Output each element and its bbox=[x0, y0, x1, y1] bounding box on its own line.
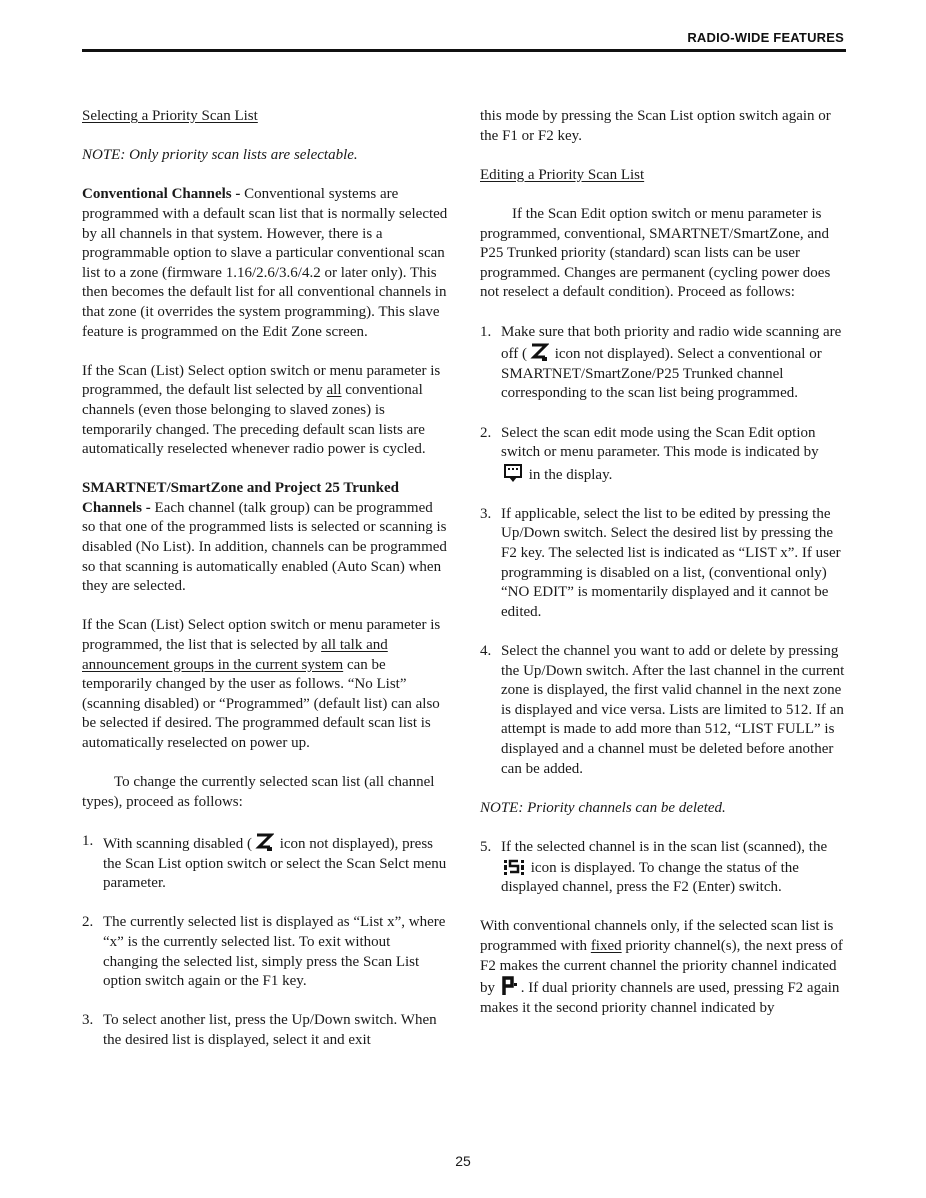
lead-trunked: SMARTNET/SmartZone and Project 25 Trunked Channels - bbox=[82, 480, 399, 516]
note-selectable: NOTE: Only priority scan lists are selectable. bbox=[82, 147, 358, 164]
header-rule bbox=[82, 49, 846, 52]
paragraph-fixed-priority: With conventional channels only, if the selected scan list is programmed with fixed priority channel(s), the next press of F2 makes the current channel the priority channel indicated by . If dual priority channels are used, pressing F2 again makes it the second priority channel indicated by bbox=[480, 918, 843, 1016]
priority-p-icon bbox=[501, 976, 519, 996]
list-item: 4. Select the channel you want to add or delete by pressing the Up/Down switch. After the last channel in the current zone is displayed, the first valid channel in the next zone is displayed and vice versa. Lists are limited to 512. If an attempt is made to add more than 512, “LIST FULL” is displayed and a channel must be deleted before another can be added. bbox=[480, 643, 845, 777]
list-item: 3. To select another list, press the Up/Down switch. When the desired list is displayed, select it and exit bbox=[82, 1012, 437, 1048]
section-heading-selecting: Selecting a Priority Scan List bbox=[82, 108, 258, 124]
text-conventional: Conventional systems are programmed with a default scan list that is normally selected by all channels in that system. However, there is a programmable option to slave a particular conventional scan list to a zone (firmware 1.16/2.6/3.6/4.2 or later only). This then becomes the default list for all conventional channels in that zone (it overrides the system programming). This slave feature is programmed on the Edit Zone screen. bbox=[82, 186, 448, 340]
continued-text: this mode by pressing the Scan List option switch again or the F1 or F2 key. bbox=[480, 108, 831, 144]
page-number: 25 bbox=[455, 1153, 471, 1169]
lead-conventional: Conventional Channels - bbox=[82, 186, 241, 203]
paragraph-trunked bbox=[82, 479, 448, 597]
underline-fixed: fixed bbox=[590, 937, 622, 954]
scan-edit-display-icon bbox=[503, 463, 523, 483]
note-priority-deleted: NOTE: Priority channels can be deleted. bbox=[480, 799, 726, 816]
running-header: RADIO-WIDE FEATURES bbox=[687, 30, 844, 45]
left-column bbox=[82, 107, 448, 1070]
list-item: 1. With scanning disabled ( icon not displayed), press the Scan List option switch or select the Scan Selct menu parameter. bbox=[82, 832, 447, 892]
scan-z-icon bbox=[254, 832, 274, 852]
list-item: 1. Make sure that both priority and radio wide scanning are off ( icon not displayed). Select a conventional or SMARTNET/SmartZone/P25 Trunked channel corresponding to the scan list being programmed. bbox=[480, 323, 842, 402]
scan-z-icon bbox=[529, 342, 549, 362]
list-item: 2. Select the scan edit mode using the Scan Edit option switch or menu parameter. This mode is indicated by in the display. bbox=[480, 424, 819, 483]
scanned-channel-icon bbox=[503, 858, 525, 876]
list-item: 5. If the selected channel is in the scan list (scanned), the icon is displayed. To change the status of the displayed channel, press the F2 (Enter) switch. bbox=[480, 838, 828, 896]
list-item: 3. If applicable, select the list to be edited by pressing the Up/Down switch. Select the desired list by pressing the F2 key. The selected list is indicated as “LIST x”. If user programming is disabled on a list, (conventional only) “NO EDIT” is momentarily displayed and it cannot be edited. bbox=[480, 505, 841, 620]
paragraph-conventional bbox=[82, 185, 448, 342]
paragraph-scan-select-conventional: If the Scan (List) Select option switch or menu parameter is programmed, the default list selected by all conventional channels (even those belonging to slaved zones) is temporarily changed. The preceding default scan lists are automatically reselected whenever radio power is cycled. bbox=[82, 362, 441, 458]
underline-talk-groups: all talk and announcement groups in the current system bbox=[82, 637, 388, 673]
underline-all: all bbox=[326, 382, 342, 399]
paragraph-change-list: To change the currently selected scan list (all channel types), proceed as follows: bbox=[82, 774, 435, 810]
section-heading-editing: Editing a Priority Scan List bbox=[480, 166, 645, 183]
right-column bbox=[480, 107, 846, 1038]
text-trunked: Each channel (talk group) can be programmed so that one of the programmed lists is selected or scanning is disabled (No List). In addition, channels can be programmed so that scanning is automatically enabled (Auto Scan) when they are selected. bbox=[82, 499, 447, 595]
paragraph-edit-intro: If the Scan Edit option switch or menu parameter is programmed, conventional, SMARTNET/SmartZone, and P25 Trunked priority (standard) scan lists can be user programmed. Changes are permanent (cycling power does not reselect a default condition). Proceed as follows: bbox=[480, 205, 831, 301]
paragraph-scan-select-trunked: If the Scan (List) Select option switch or menu parameter is programmed, the list that is selected by all talk and announcement groups in the current system can be temporarily changed by the user as follows. “No List” (scanning disabled) or “Programmed” (default list) can also be selected if desired. The programmed default scan list is automatically reselected on power up. bbox=[82, 617, 441, 751]
list-item: 2. The currently selected list is displayed as “List x”, where “x” is the currently selected list. To exit without changing the selected list, simply press the Scan List option switch again or the F1 key. bbox=[82, 914, 446, 990]
